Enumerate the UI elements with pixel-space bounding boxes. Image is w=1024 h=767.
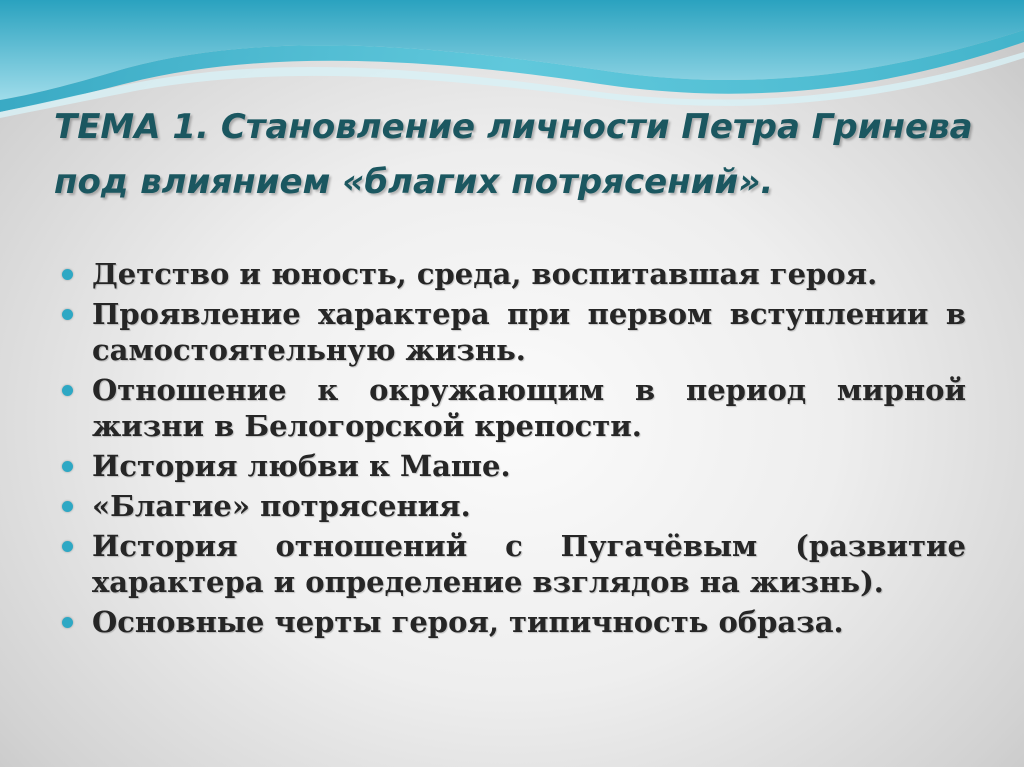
bullet-icon — [62, 309, 73, 320]
bullet-text: Отношение к окружающим в период мирной жизни в Белогорской крепости. — [92, 373, 966, 443]
bullet-text: Детство и юность, среда, воспитавшая героя. — [92, 257, 878, 291]
bullet-list — [60, 256, 966, 644]
bullet-icon — [62, 461, 73, 472]
bullet-icon — [62, 269, 73, 280]
bullet-icon — [62, 541, 73, 552]
list-item — [60, 604, 966, 640]
slide-title: ТЕМА 1. Становление личности Петра Гринева под влиянием «благих потрясений». — [54, 107, 973, 202]
bullet-icon — [62, 385, 73, 396]
list-item — [60, 296, 966, 368]
list-item — [60, 448, 966, 484]
bullet-text: История любви к Маше. — [92, 449, 511, 483]
bullet-text: Проявление характера при первом вступлении в самостоятельную жизнь. — [92, 297, 966, 367]
list-item — [60, 256, 966, 292]
bullet-icon — [62, 617, 73, 628]
list-item — [60, 372, 966, 444]
bullet-text: Основные черты героя, типичность образа. — [92, 605, 844, 639]
bullet-text: История отношений с Пугачёвым (развитие характера и определение взглядов на жизнь). — [92, 529, 966, 599]
bullet-icon — [62, 501, 73, 512]
list-item — [60, 528, 966, 600]
bullet-text: «Благие» потрясения. — [92, 489, 471, 523]
list-item — [60, 488, 966, 524]
